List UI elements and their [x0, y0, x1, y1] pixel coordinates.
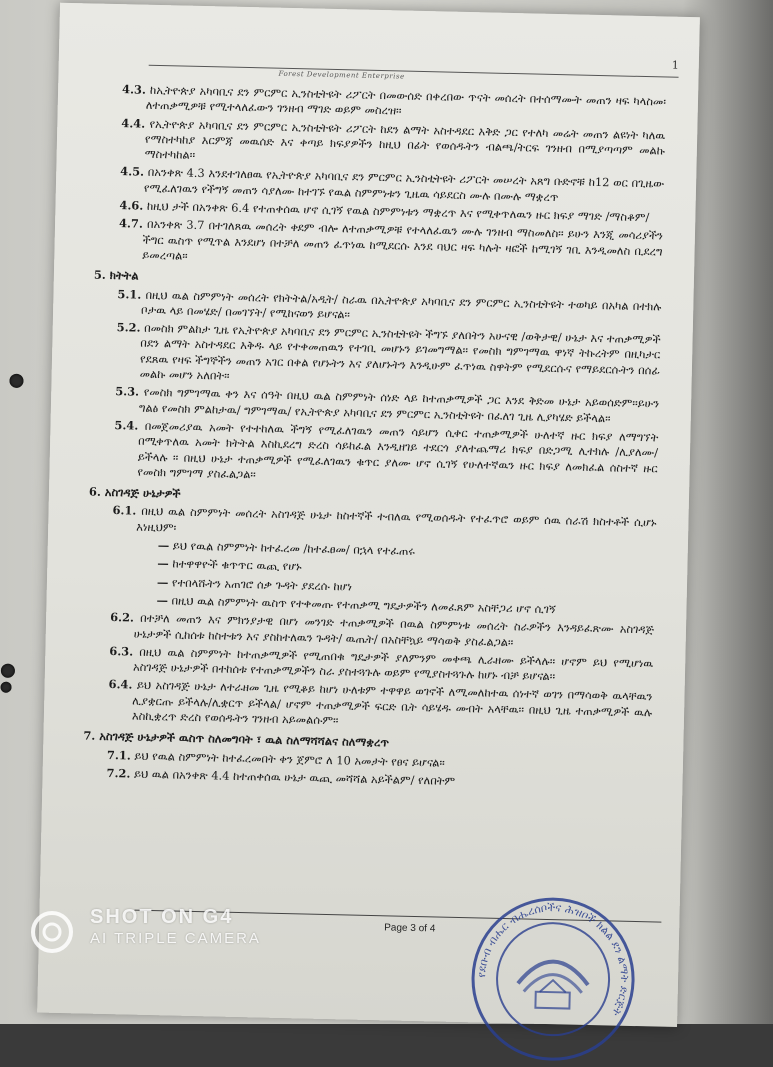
clause-item: [120, 116, 665, 174]
clause-item: [118, 217, 663, 275]
clause-text: ከኢትዮጵያ አካባቢና ደን ምርምር ኢንስቲትዩት ሪፖርት በመውሰድ በቀረበው ጥናት መሰረት በተሰማሙት መጠን ዛፍ ካላስመ፡ ለተጠቃሚዎቹ የሚተላለፈውን ገንዘብ ማገድ ወይም መስረዝ፡፡: [145, 82, 667, 118]
clause-text: የኢትዮጵያ አካባቢና ደን ምርምር ኢንስቲትዩት ሪፖርት ከደን ልማት አስተዳደር እቅድ ጋር የተለካ መሬት መጠን ልዩነት ካለዉ የማስተካከያ እርምጃ መዉሰድ እና ቀጣይ ክፍያዎችን ከዚህ በፊት የወሰዱትን ብልጫ/ትርፍ ገንዘብ በሚያጣጣም መልኩ ማስተካከል፡፡: [144, 116, 666, 163]
clause-number: 6.4.: [108, 677, 133, 692]
clause-number: 5.4.: [114, 418, 139, 433]
clause-text: ይህ ዉል በአንቀጽ 4.4 ከተጠቀሰዉ ሁኔታ ዉጪ መሻሻል አይችልም/ የለበትም: [133, 766, 456, 788]
clause-number: 6.2.: [109, 610, 135, 625]
clause-text: በዚህ ዉል ስምምነት ዉስጥ የተቀመጡ የተጠቃሚ ግዴታዎችን ለመፈጸም አስቸጋሪ ሆኖ ሲገኝ: [171, 593, 556, 617]
clause-number: 6.: [88, 484, 102, 499]
clause-text: የተበላሹትን አጠገሮ ሰቃ ጉዳት ያደረሱ ከሆነ: [171, 575, 353, 594]
clause-text: በዚህ ዉል ስምምነት መሰረት አስገዳጅ ሁኔታ ከስተኛች ተብለዉ የሚወሰዱት የተፈጥሮ ወይም ሰዉ ሰራሽ ክስተቶች ሲሆኑ እነዚህም፡: [136, 504, 657, 535]
page-label: Page 3 of 4: [384, 922, 436, 935]
official-seal-icon: [466, 892, 640, 1066]
clause-text: በመስክ ምልከታ ጊዜ የኢትዮጵያ አካባቢና ደን ምርምር ኢንስቲትዩት ችግኙ ያለበትን አሁናዊ /ወቅታዊ/ ሁኔታ እና ተጠቃሚዎች በደን ልማት አስተዳደር እቅዱ ላይ የተቀመጠዉን የተገቢ መሆኑን ይገመግማል፡፡ የመስክ ግምገማዉ ዋነኛ ትኩረትም በዚካታር የደጸዉ የዛፍ ችግኞችን መጠን አገር በቀል የሆኑትን እና ያለሆኑትን እንዲሁም ፈጥነዉ ስዋትም የሚደርሱና የማይደርሱትን በሰፊ መልኩ መሆን አለበት፡፡: [139, 320, 661, 383]
clause-item: [113, 418, 658, 492]
seal-text: የደቡብ ብሔር ብሔረሰቦችና ሕዝቦች ክልል ደን ልማት ድርጅት: [475, 901, 632, 1019]
clause-number: 5.1.: [117, 286, 142, 302]
clause-text: በተቻለ መጠን እና ምክንያታዊ በሆነ መንገድ ተጠቃሚዎች በዉል ስምምነቱ መሰረት ስራዎችን እንዳይፈጽሙ አስገዳጅ ሁኔታዎች ሲከሰቱ ከስተቱን እና ያስከተለዉን ጉዳት/ ዉጤት/ በአስቸኳይ ማሳወቅ ያስፈልጋል፡፡: [133, 610, 655, 649]
clause-item: [116, 320, 661, 394]
clause-text: ይህ የዉል ስምምነት ከተፈረመ /ከተፈፀመ/ በኋላ የተፈጠሩ: [172, 538, 416, 558]
clause-text: ክትትል: [109, 268, 139, 283]
clause-number: 4.7.: [118, 216, 144, 232]
clause-text: አስገዳጅ ሁኔታዎች: [104, 485, 181, 501]
clause-number: 6.1.: [112, 503, 137, 519]
clause-number: 7.2.: [106, 765, 131, 781]
clause-number: 5.: [93, 267, 106, 283]
clause-number: 4.5.: [120, 164, 145, 180]
clause-number: 5.2.: [116, 320, 141, 335]
clause-text: በአንቀጽ 3.7 በተገለጸዉ መሰረት ቀደም ብሎ ለተጠቃሚዎቹ የተላለፈዉን ሙሉ ገንዘብ ማስመለስ፡፡ ይሁን እንጂ መሳሪያችን ችግር ዉስጥ የሚጥል እንደሆነ በተቻለ መጠን ፈጥነዉ ከሚደርሱ እንደ ባህር ዛፍ ካሉት ዛፎች ከሚገኝ ገቢ እንዲመለስ ቢደረግ ይመረጣል፡፡: [142, 217, 664, 263]
header-divider: [149, 65, 679, 78]
clause-text: ከዚህ ታች በአንቀጽ 6.4 የተጠቀሰዉ ሆኖ ሲገኝ የዉል ስምምነቱን ማቋረጥ እና የሚቀጥለዉን ዙር ክፍያ ማገድ /ማስቆም/: [146, 198, 650, 225]
clause-text: አስገዳጅ ሁኔታዎች ዉስጥ ስለመግባት ፣ ዉል ስለማሻሻልና ስለማቋረጥ: [99, 729, 390, 750]
clause-text: በዚህ ዉል ስምምነት መሰረት የክትትል/አዲት/ ስራዉ በኢትዮጵያ አካባቢና ደን ምርምር ኢንስቲትዩት ተወካይ በአካል በተክሉ ቦታዉ ላይ በመሄድ/ በመገኘት/ የሚከናወን ይሆናል፡፡: [140, 287, 662, 322]
camera-logo-icon: [30, 910, 74, 954]
watermark-line2: AI TRIPLE CAMERA: [90, 930, 261, 947]
clause-number: 4.3.: [121, 82, 147, 97]
clause-number: 7.1.: [106, 747, 131, 763]
document-body: [82, 82, 666, 797]
clause-number: 5.3.: [115, 384, 140, 399]
clause-number: —: [156, 574, 169, 589]
header-text: Forest Development Enterprise: [278, 69, 405, 81]
clause-number: 6.3.: [109, 643, 134, 659]
clause-text: ከተዋዋዮች ቁጥጥር ዉጪ የሆኑ: [172, 556, 302, 574]
svg-text:የደቡብ ብሔር ብሔረሰቦችና ሕዝቦች ክልል ደን ል: [474, 899, 633, 1019]
clause-text: ይህ አስገዳጅ ሁኔታ ለተራዘመ ጊዜ የሚቆይ ከሆነ ሁለቱም ተዋዋይ ወገኖች ለሚመለከተዉ ሰነተኛ ወገን በማሳወቅ ዉላቸዉን ሊያቋርጡ ይችላሉ/ሊቋርጥ ይችላል/ ሆኖም ተጠቃሚዎች ፍርድ ቤት ሳይሄዱ መብት አላቸዉ፡፡ በዚህ ጊዜ ተጠቃሚዎች ዉሉ እስኪቋረጥ ድረስ የወሰዱትን ገንዘብ አይመልሱም፡፡: [131, 678, 653, 728]
watermark-line1: SHOT ON G4: [90, 906, 234, 928]
clause-number: —: [156, 592, 169, 608]
clause-number: —: [157, 538, 170, 553]
clause-number: 4.6.: [119, 198, 144, 213]
clause-text: በአንቀጽ 4.3 እንደተገለፀዉ የኢትዮጵያ አካባቢና ደን ምርምር ኢንስቲትዩት ሪፖርት መሠረት አጸግ ቡድኖቹ ከ12 ወር በጊዜው የሚፈለገዉን የችግኝ መጠን ሳያለሙ ከተገኙ የዉል ስምምነቱን ጊዜዉ ሳይደርስ ሙሉ በሙሉ ማቋረጥ: [143, 165, 665, 204]
document-page: [37, 3, 700, 1027]
clause-number: 7.: [83, 728, 96, 744]
clause-text: ይህ የዉል ስምምነት ከተፈረመበት ቀን ጀምሮ ለ 10 አመታት የፀና ይሆናል፡፡: [134, 748, 445, 770]
clause-text: በዚህ ዉል ስምምነት ከተጠቃሚዎች የሚጠበቁ ግዴታዎች ያለምንም መቀጫ ሊራዘሙ ይችላሉ፡፡ ሆኖም ይህ የሚሆነዉ አስገዳጅ ሁኔታዎች በተከሰቱ የተጠቃሚዎችን ስራ ያስተጓጉሉ ወይም የሚያስተጓጉሉ ከሆኑ ብቻ ይሆናል፡፡: [132, 644, 654, 684]
clause-text: በመጀመሪያዉ አመት የተተከለዉ ችግኝ የሚፈለገዉን መጠን ሳይሆን ሲቀር ተጠቃሚዎች ሁለተኛ ዙር ክፍያ ለማግኘት በሚቀጥለዉ አመት ክትትል እስኪደረግ ድረስ ሳይከፈል እንዲዘገይ ተደርጎ ያለተጨማሪ ክፍያ በድጋሚ ሊተክሉ /ሊያለሙ/ ይችላሉ ። በዚህ ሁኔታ ተጠቃሚዎች የሚፈለገዉን ቁጥር ያለሙ ሆኖ ሲገኝ የሁለተኛዉን ዙር ክፍያ ለመክፈል ሰስተኛ ዙር የመስክ ግምገማ ያስፈልጋል፡፡: [137, 418, 659, 482]
page-number: 1: [671, 58, 679, 72]
clause-number: —: [157, 556, 169, 571]
clause-item: [108, 677, 653, 735]
clause-text: የመስክ ግምገማዉ ቀን እና ሰዓት በዚህ ዉል ስምምነት ሰነድ ላይ ከተጠቃሚዎች ጋር እንደ ቅድመ ሁኔታ አይወሰድም፡፡ይሁን ግልፅ የመስክ ምልከታዉ/ ግምገማዉ/ የኢትዮጵያ አካባቢና ደን ምርምር ኢንስቲትዩት በፈለገ ጊዜ ሊያካሄድ ይችላል፡፡: [138, 385, 660, 425]
clause-number: 4.4.: [121, 115, 146, 131]
